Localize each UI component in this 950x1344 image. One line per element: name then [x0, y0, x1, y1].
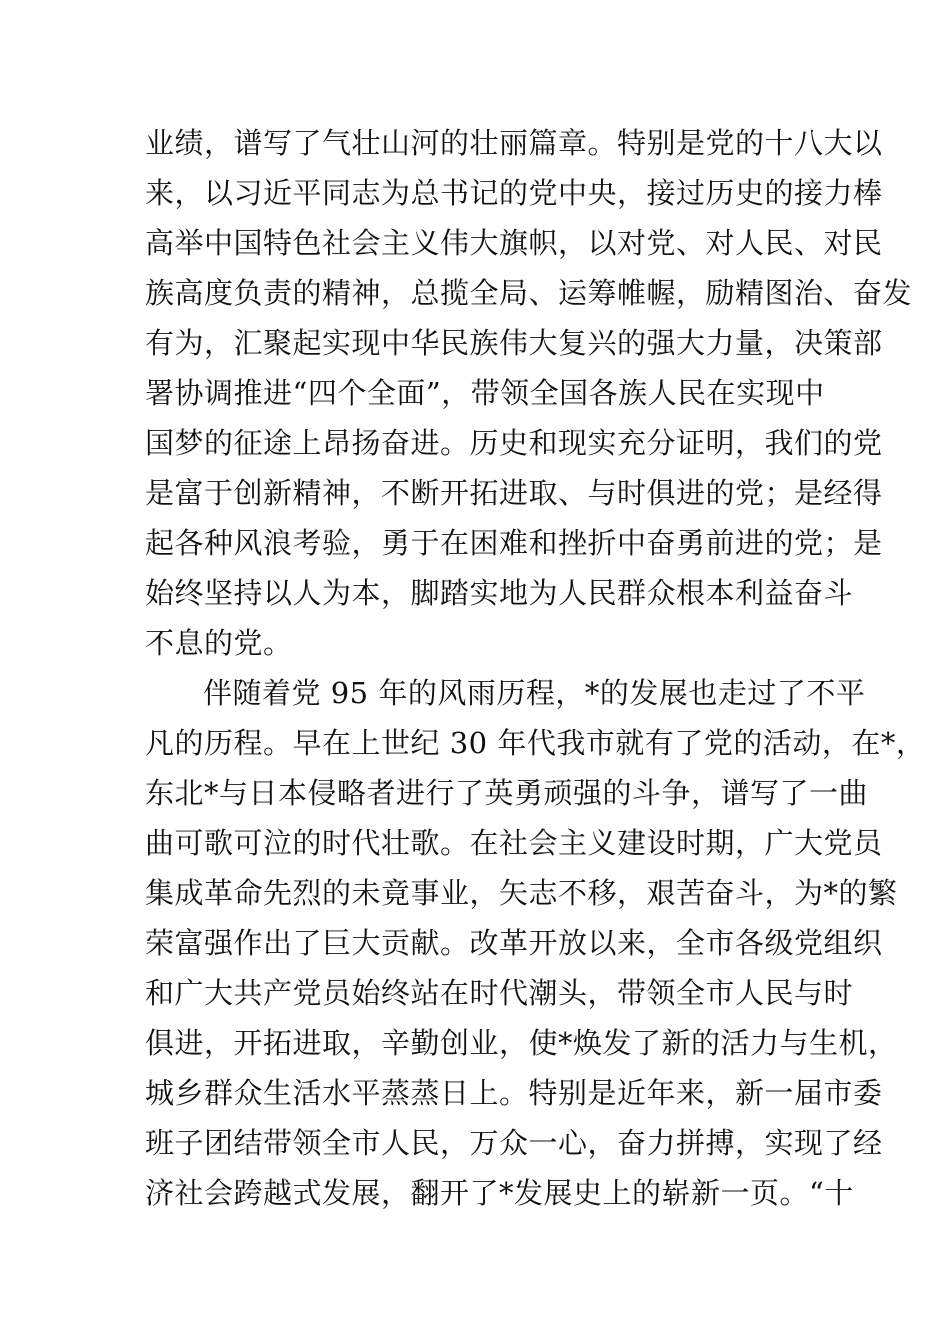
text-line: 城乡群众生活水平蒸蒸日上。特别是近年来，新一届市委 [145, 1076, 883, 1110]
text-line: 高举中国特色社会主义伟大旗帜，以对党、对人民、对民 [145, 226, 883, 260]
text-line: 族高度负责的精神，总揽全局、运筹帷幄，励精图治、奋发 [145, 276, 913, 310]
text-line: 凡的历程。早在上世纪 30 年代我市就有了党的活动，在*， [145, 726, 926, 760]
text-line: 始终坚持以人为本，脚踏实地为人民群众根本利益奋斗 [145, 576, 854, 610]
paragraph-1 [145, 118, 913, 668]
text-line: 班子团结带领全市人民，万众一心，奋力拼搏，实现了经 [145, 1126, 883, 1160]
text-line: 集成革命先烈的未竟事业，矢志不移，艰苦奋斗，为*的繁 [145, 876, 898, 910]
text-line: 起各种风浪考验，勇于在困难和挫折中奋勇前进的党；是 [145, 526, 883, 560]
text-line: 有为，汇聚起实现中华民族伟大复兴的强大力量，决策部 [145, 326, 883, 360]
text-line: 国梦的征途上昂扬奋进。历史和现实充分证明，我们的党 [145, 426, 883, 460]
text-line-indented: 伴随着党 95 年的风雨历程，*的发展也走过了不平 [203, 676, 866, 710]
text-line: 是富于创新精神，不断开拓进取、与时俱进的党；是经得 [145, 476, 883, 510]
text-line: 俱进，开拓进取，辛勤创业，使*焕发了新的活力与生机， [145, 1026, 898, 1060]
text-line: 不息的党。 [145, 626, 293, 660]
text-line: 业绩，谱写了气壮山河的壮丽篇章。特别是党的十八大以 [145, 126, 883, 160]
text-line: 济社会跨越式发展，翻开了*发展史上的崭新一页。“十 [145, 1176, 854, 1210]
text-line: 东北*与日本侵略者进行了英勇顽强的斗争，谱写了一曲 [145, 776, 869, 810]
paragraph-2 [145, 668, 926, 1218]
text-line: 来，以习近平同志为总书记的党中央，接过历史的接力棒 [145, 176, 883, 210]
text-line: 署协调推进“四个全面”，带领全国各族人民在实现中 [145, 376, 825, 410]
text-line: 曲可歌可泣的时代壮歌。在社会主义建设时期，广大党员 [145, 826, 883, 860]
text-line: 和广大共产党员始终站在时代潮头，带领全市人民与时 [145, 976, 854, 1010]
text-line: 荣富强作出了巨大贡献。改革开放以来，全市各级党组织 [145, 926, 883, 960]
